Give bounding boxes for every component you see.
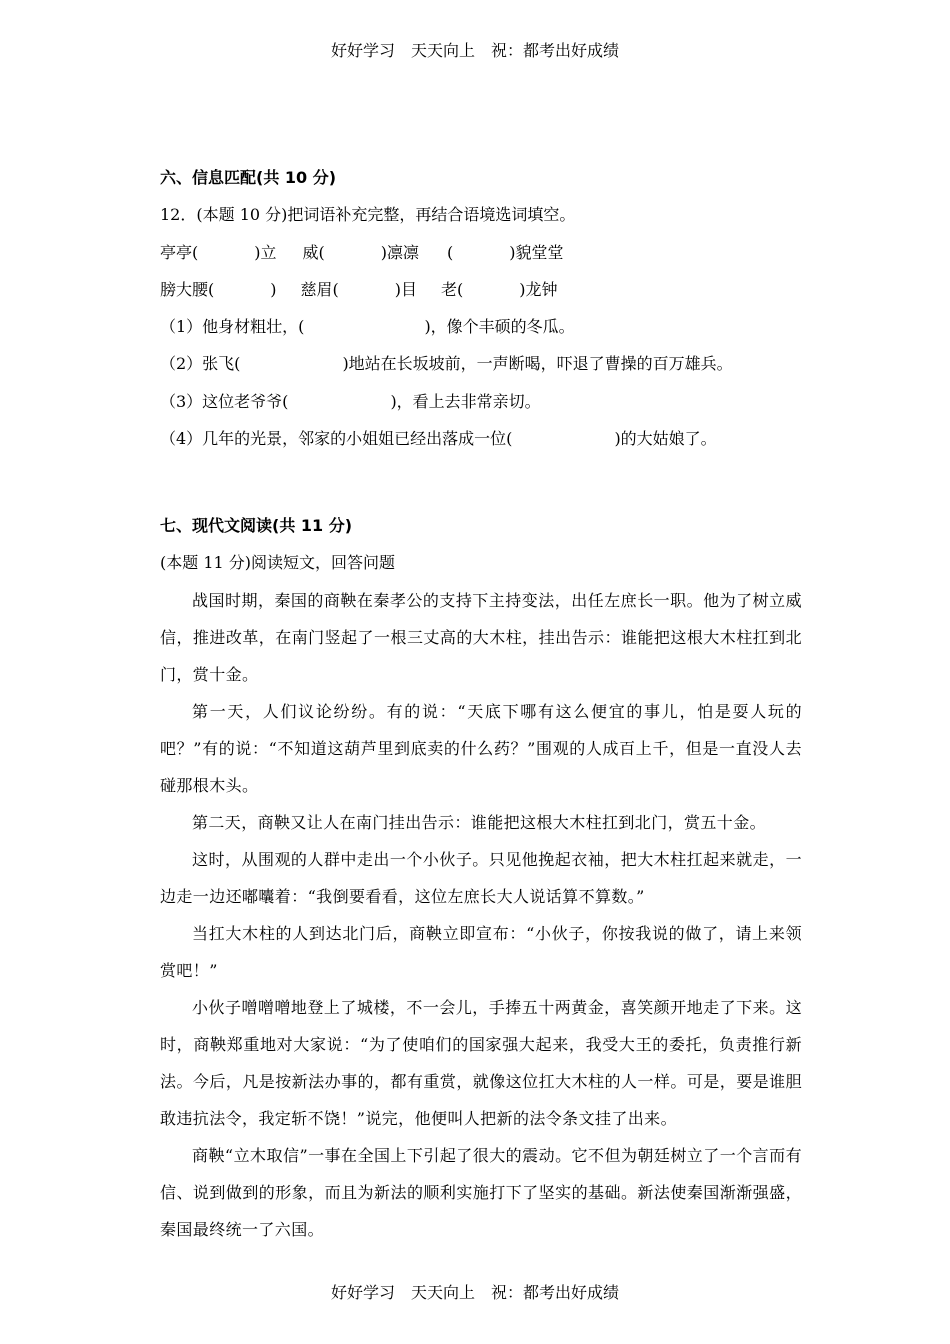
word-2-3: 老( )龙钟	[441, 280, 558, 299]
page-footer: 好好学习 天天向上 祝：都考出好成绩	[330, 1283, 619, 1302]
sentence-2: （2）张飞( )地站在长坂坡前，一声断喝，吓退了曹操的百万雄兵。	[160, 354, 733, 373]
sentence-1: （1）他身材粗壮，( )，像个丰硕的冬瓜。	[160, 317, 575, 336]
word-row-1	[160, 243, 564, 263]
passage-paragraph-1: 战国时期，秦国的商鞅在秦孝公的支持下主持变法，出任左庶长一职。他为了树立威信，推进改革，在南门竖起了一根三丈高的大木柱，挂出告示：谁能把这根大木柱扛到北门，赏十金。	[160, 591, 802, 684]
word-2-1: 膀大腰( )	[160, 280, 277, 299]
word-1-3: ( )貌堂堂	[447, 243, 564, 262]
passage-paragraph-6: 小伙子噌噌噌地登上了城楼，不一会儿，手捧五十两黄金，喜笑颜开地走了下来。这时，商鞅郑重地对大家说：“为了使咱们的国家强大起来，我受大王的委托，负责推行新法。今后，凡是按新法办事的，都有重赏，就像这位扛大木柱的人一样。可是，要是谁胆敢违抗法令，我定斩不饶！”说完，他便叫人把新的法令条文挂了出来。	[160, 998, 802, 1128]
passage-paragraph-4: 这时，从围观的人群中走出一个小伙子。只见他挽起衣袖，把大木柱扛起来就走，一边走一边还嘟囔着：“我倒要看看，这位左庶长大人说话算不算数。”	[160, 850, 802, 906]
section6-title: 六、信息匹配(共 10 分)	[160, 168, 337, 187]
sentence-4: （4）几年的光景，邻家的小姐姐已经出落成一位( )的大姑娘了。	[160, 429, 717, 448]
section6-question: 12．(本题 10 分)把词语补充完整，再结合语境选词填空。	[160, 205, 576, 224]
passage-paragraph-2: 第一天，人们议论纷纷。有的说：“天底下哪有这么便宜的事儿，怕是耍人玩的吧？”有的说：“不知道这葫芦里到底卖的什么药？”围观的人成百上千，但是一直没人去碰那根木头。	[160, 702, 802, 795]
passage-paragraph-3: 第二天，商鞅又让人在南门挂出告示：谁能把这根大木柱扛到北门，赏五十金。	[192, 813, 767, 832]
section7-intro: (本题 11 分)阅读短文，回答问题	[160, 553, 396, 572]
word-1-2: 威( )凛凛	[302, 243, 419, 262]
page-header: 好好学习 天天向上 祝：都考出好成绩	[330, 41, 619, 60]
passage-paragraph-5: 当扛大木柱的人到达北门后，商鞅立即宣布：“小伙子，你按我说的做了，请上来领赏吧！”	[160, 924, 802, 980]
sentence-3: （3）这位老爷爷( )，看上去非常亲切。	[160, 392, 541, 411]
word-1-1: 亭亭( )立	[160, 243, 277, 262]
word-row-2	[160, 280, 558, 300]
word-2-2: 慈眉( )目	[300, 280, 417, 299]
section7-title: 七、现代文阅读(共 11 分)	[160, 516, 353, 535]
passage-paragraph-7: 商鞅“立木取信”一事在全国上下引起了很大的震动。它不但为朝廷树立了一个言而有信、说到做到的形象，而且为新法的顺利实施打下了坚实的基础。新法使秦国渐渐强盛，秦国最终统一了六国。	[160, 1146, 802, 1239]
